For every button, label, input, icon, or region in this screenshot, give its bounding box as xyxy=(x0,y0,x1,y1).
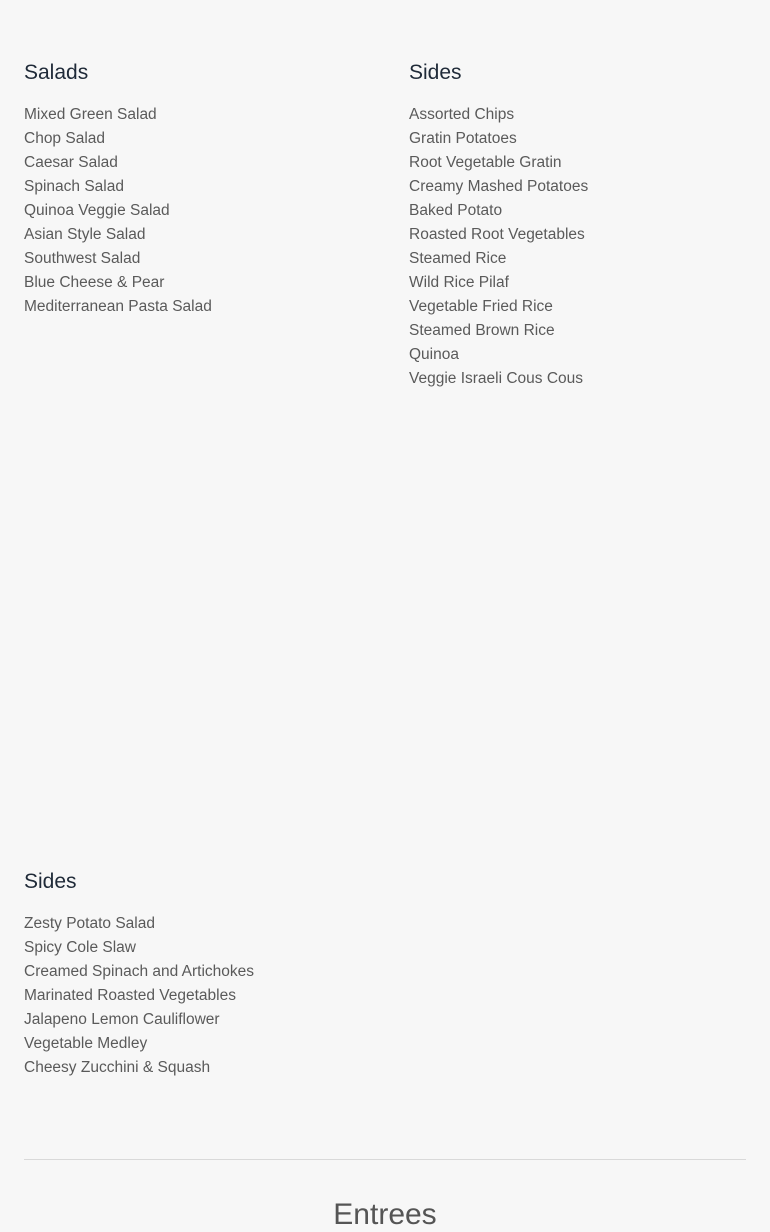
list-item: Veggie Israeli Cous Cous xyxy=(409,370,584,387)
list-item: Caesar Salad xyxy=(24,154,118,171)
salads-list xyxy=(24,103,212,319)
list-item: Assorted Chips xyxy=(409,106,515,123)
list-item: Jalapeno Lemon Cauliflower xyxy=(24,1011,220,1028)
list-item: Zesty Potato Salad xyxy=(24,915,155,932)
entrees-heading: Entrees xyxy=(333,1198,437,1231)
sides-heading-bottom: Sides xyxy=(24,870,77,893)
sides-section-top xyxy=(409,61,588,391)
list-item: Quinoa Veggie Salad xyxy=(24,202,170,219)
sides-heading-top: Sides xyxy=(409,61,462,84)
section-divider xyxy=(24,1159,746,1160)
list-item: Mixed Green Salad xyxy=(24,106,157,123)
list-item: Vegetable Medley xyxy=(24,1035,148,1052)
salads-section xyxy=(24,61,212,319)
list-item: Root Vegetable Gratin xyxy=(409,154,562,171)
list-item: Blue Cheese & Pear xyxy=(24,274,165,291)
list-item: Vegetable Fried Rice xyxy=(409,298,553,315)
list-item: Spicy Cole Slaw xyxy=(24,939,136,956)
list-item: Southwest Salad xyxy=(24,250,141,267)
list-item: Creamy Mashed Potatoes xyxy=(409,178,589,195)
sides-list-bottom xyxy=(24,912,254,1080)
sides-section-bottom xyxy=(24,870,254,1080)
list-item: Chop Salad xyxy=(24,130,106,147)
list-item: Creamed Spinach and Artichokes xyxy=(24,963,255,980)
list-item: Quinoa xyxy=(409,346,459,363)
list-item: Spinach Salad xyxy=(24,178,124,195)
list-item: Asian Style Salad xyxy=(24,226,146,243)
list-item: Roasted Root Vegetables xyxy=(409,226,585,243)
sides-list-top xyxy=(409,103,588,391)
list-item: Marinated Roasted Vegetables xyxy=(24,987,236,1004)
list-item: Gratin Potatoes xyxy=(409,130,517,147)
list-item: Steamed Brown Rice xyxy=(409,322,555,339)
list-item: Cheesy Zucchini & Squash xyxy=(24,1059,211,1076)
salads-heading: Salads xyxy=(24,61,89,84)
list-item: Wild Rice Pilaf xyxy=(409,274,509,291)
list-item: Mediterranean Pasta Salad xyxy=(24,298,212,315)
list-item: Baked Potato xyxy=(409,202,503,219)
list-item: Steamed Rice xyxy=(409,250,507,267)
